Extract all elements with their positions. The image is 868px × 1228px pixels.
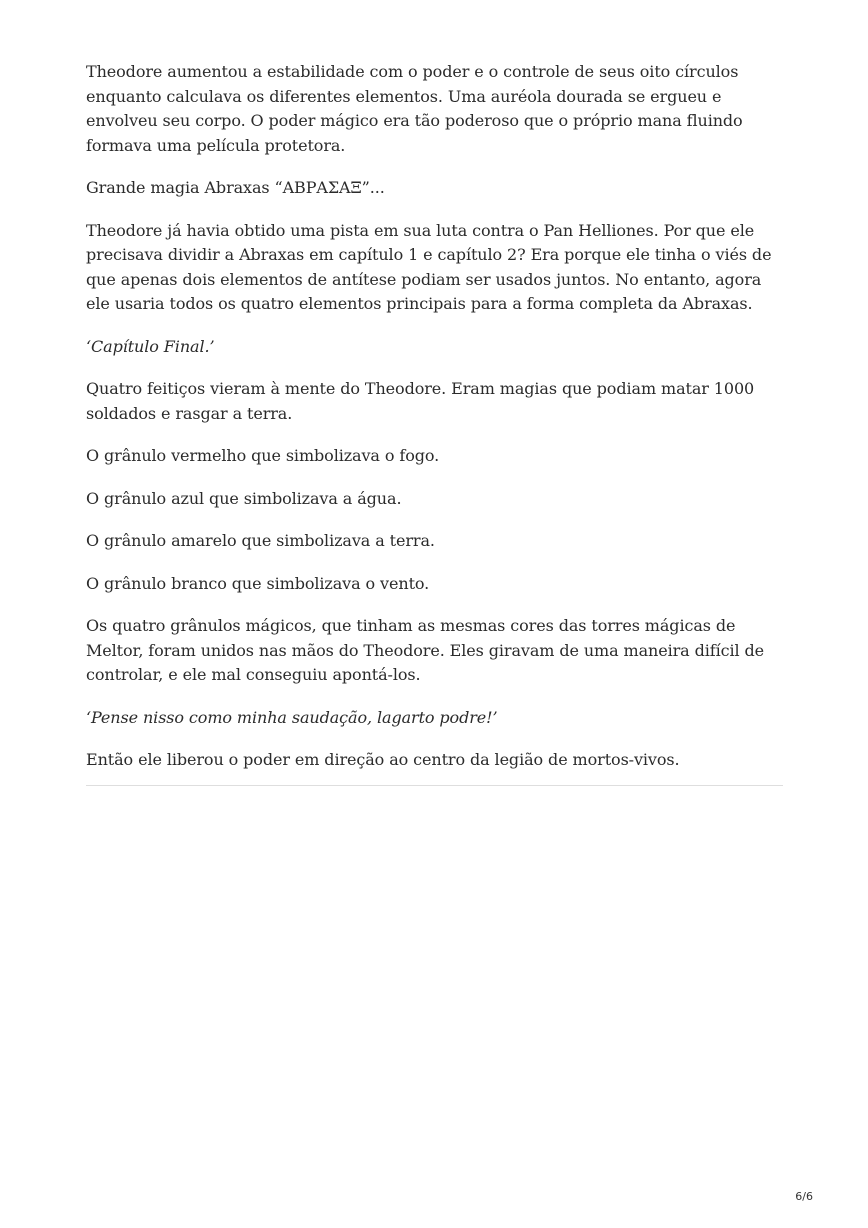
paragraph: O grânulo branco que simbolizava o vento. <box>86 573 430 593</box>
paragraph: Quatro feitiços vieram à mente do Theodore. Eram magias que podiam matar 1000 soldados e rasgar a terra. <box>86 379 755 423</box>
page-number: 6/6 <box>795 1190 813 1203</box>
horizontal-divider <box>86 785 783 786</box>
paragraph: Os quatro grânulos mágicos, que tinham as mesmas cores das torres mágicas de Meltor, foram unidos nas mãos do Theodore. Eles giravam de uma maneira difícil de controlar, e ele mal conseguiu apontá-los. <box>86 616 764 684</box>
document-body <box>86 60 786 791</box>
paragraph-italic: ‘Pense nisso como minha saudação, lagarto podre!’ <box>86 707 498 727</box>
paragraph: Grande magia Abraxas “ΑΒΡΑΣΑΞ”... <box>86 178 385 197</box>
paragraph: Então ele liberou o poder em direção ao centro da legião de mortos-vivos. <box>86 750 680 769</box>
paragraph: O grânulo amarelo que simbolizava a terra. <box>86 531 435 550</box>
paragraph-italic: ‘Capítulo Final.’ <box>86 336 215 356</box>
paragraph: O grânulo azul que simbolizava a água. <box>86 488 402 508</box>
paragraph: O grânulo vermelho que simbolizava o fogo. <box>86 446 440 465</box>
paragraph: Theodore aumentou a estabilidade com o poder e o controle de seus oito círculos enquanto calculava os diferentes elementos. Uma auréola dourada se ergueu e envolveu seu corpo. O poder mágico era tão poderoso que o próprio mana fluindo formava uma película protetora. <box>86 62 743 155</box>
paragraph: Theodore já havia obtido uma pista em sua luta contra o Pan Helliones. Por que ele precisava dividir a Abraxas em capítulo 1 e capítulo 2? Era porque ele tinha o viés de que apenas dois elementos de antítese podiam ser usados juntos. No entanto, agora ele usaria todos os quatro elementos principais para a forma completa da Abraxas. <box>86 220 772 313</box>
